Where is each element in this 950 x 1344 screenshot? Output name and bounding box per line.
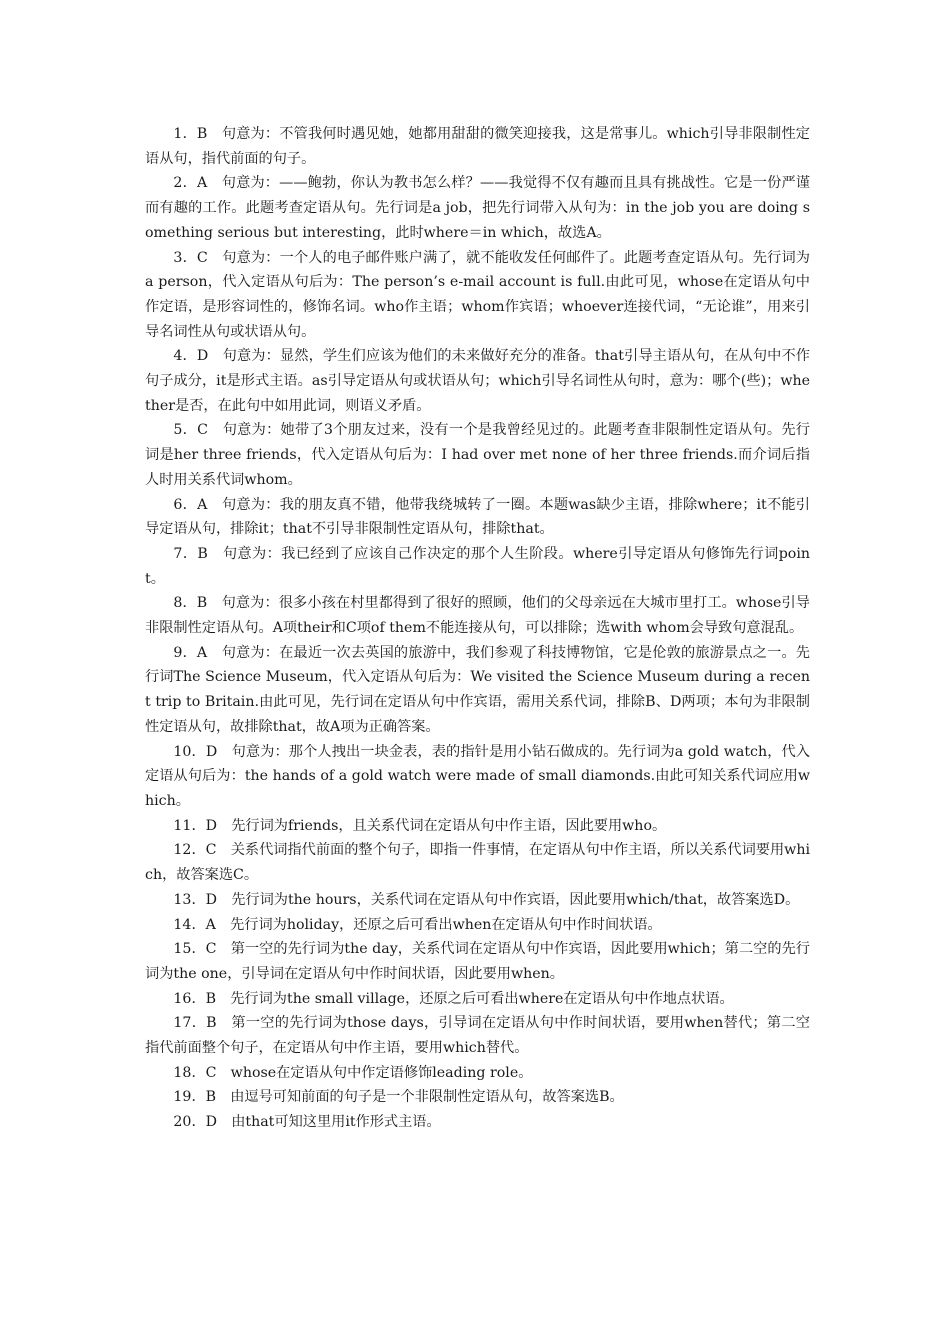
- answer-7: 7．B 句意为：我已经到了应该自己作决定的那个人生阶段。where引导定语从句修饰先行词point。: [145, 545, 810, 587]
- answer-4: 4．D 句意为：显然，学生们应该为他们的未来做好充分的准备。that引导主语从句，在从句中不作句子成分，it是形式主语。as引导定语从句或状语从句；which引导名词性从句时，意为：哪个(些)；whether是否，在此句中如用此词，则语义矛盾。: [145, 348, 810, 414]
- answer-18: 18．C whose在定语从句中作定语修饰leading role。: [173, 1064, 533, 1081]
- answer-1: 1．B 句意为：不管我何时遇见她，她都用甜甜的微笑迎接我，这是常事儿。which引导非限制性定语从句，指代前面的句子。: [145, 126, 810, 167]
- answer-17: 17．B 第一空的先行词为those days，引导词在定语从句中作时间状语，要用when替代；第二空指代前面整个句子，在定语从句中作主语，要用which替代。: [145, 1015, 810, 1057]
- answer-11: 11．D 先行词为friends，且关系代词在定语从句中作主语，因此要用who。: [173, 817, 667, 834]
- answer-3: 3．C 句意为：一个人的电子邮件账户满了，就不能收发任何邮件了。此题考查定语从句。先行词为a person，代入定语从句后为：The person’s e-mail account is full.由此可见，whose在定语从句中作定语，是形容词性的，修饰名词。who作主语；whom作宾语；whoever连接代词，“无论谁”，用来引导名词性从句或状语从句。: [145, 249, 810, 340]
- answer-19: 19．B 由逗号可知前面的句子是一个非限制性定语从句，故答案选B。: [173, 1089, 624, 1106]
- answer-12: 12．C 关系代词指代前面的整个句子，即指一件事情，在定语从句中作主语，所以关系代词要用which，故答案选C。: [145, 842, 810, 884]
- answer-13: 13．D 先行词为the hours，关系代词在定语从句中作宾语，因此要用which/that，故答案选D。: [173, 891, 800, 908]
- answer-20: 20．D 由that可知这里用it作形式主语。: [173, 1114, 441, 1131]
- answer-14: 14．A 先行词为holiday，还原之后可看出when在定语从句中作时间状语。: [173, 916, 662, 933]
- answer-8: 8．B 句意为：很多小孩在村里都得到了很好的照顾，他们的父母亲远在大城市里打工。whose引导非限制性定语从句。A项their和C项of them不能连接从句，可以排除；选with whom会导致句意混乱。: [145, 595, 810, 637]
- answer-16: 16．B 先行词为the small village，还原之后可看出where在定语从句中作地点状语。: [173, 990, 734, 1007]
- answer-5: 5．C 句意为：她带了3个朋友过来，没有一个是我曾经见过的。此题考查非限制性定语从句。先行词是her three friends，代入定语从句后为：I had over met none of her three friends.而介词后指人时用关系代词whom。: [145, 422, 810, 488]
- answer-key: [145, 122, 810, 1135]
- answer-6: 6．A 句意为：我的朋友真不错，他带我绕城转了一圈。本题was缺少主语，排除where；it不能引导定语从句，排除it；that不引导非限制性定语从句，排除that。: [145, 496, 810, 538]
- answer-9: 9．A 句意为：在最近一次去英国的旅游中，我们参观了科技博物馆，它是伦敦的旅游景点之一。先行词The Science Museum，代入定语从句后为：We visited the Science Museum during a recent trip to Britain.由此可见，先行词在定语从句中作宾语，需用关系代词，排除B、D两项；本句为非限制性定语从句，故排除that，故A项为正确答案。: [145, 644, 810, 735]
- answer-15: 15．C 第一空的先行词为the day，关系代词在定语从句中作宾语，因此要用which；第二空的先行词为the one，引导词在定语从句中作时间状语，因此要用when。: [145, 941, 810, 982]
- answer-10: 10．D 句意为：那个人拽出一块金表，表的指针是用小钻石做成的。先行词为a gold watch，代入定语从句后为：the hands of a gold watch were made of small diamonds.由此可知关系代词应用which。: [145, 743, 810, 809]
- answer-2: 2．A 句意为：——鲍勃，你认为教书怎么样？——我觉得不仅有趣而且具有挑战性。它是一份严谨而有趣的工作。此题考查定语从句。先行词是a job，把先行词带入从句为：in the job you are doing something serious but interesting，此时where＝in which，故选A。: [145, 175, 810, 241]
